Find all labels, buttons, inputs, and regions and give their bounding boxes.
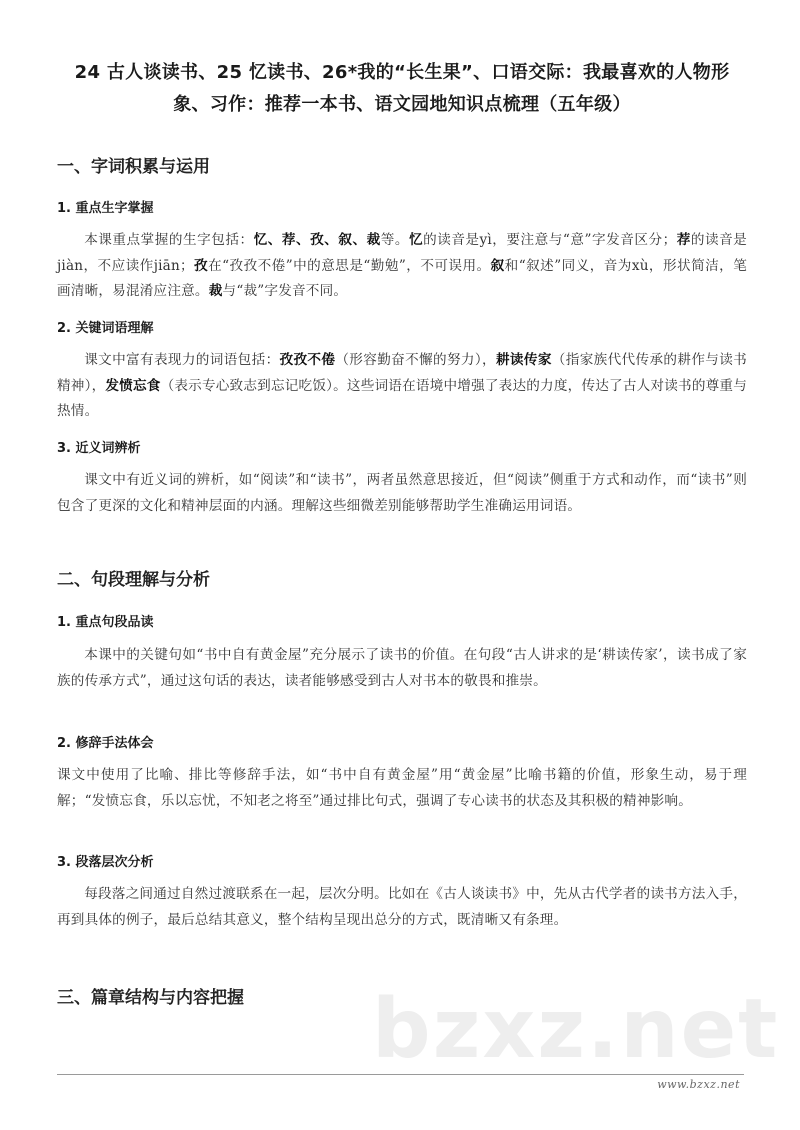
text-run: 和“叙述”同义，音为xù，形状简洁，笔画清晰，易混淆应注意。 xyxy=(57,257,748,299)
paragraph-1-1 xyxy=(57,228,747,305)
document-title: 24 古人谈读书、25 忆读书、26*我的“长生果”、口语交际：我最喜欢的人物形象、习作：推荐一本书、语文园地知识点梳理（五年级） xyxy=(74,62,730,115)
paragraph-2-2 xyxy=(57,763,747,814)
bold-term: 裁 xyxy=(208,283,223,299)
text-run: （指家族代代传承的耕作与读书精神）， xyxy=(57,352,747,394)
text-run: 的读音是yì，要注意与“意”字发音区分； xyxy=(423,232,677,248)
section-heading-2: 二、句段理解与分析 xyxy=(57,570,210,590)
text-run: 本课中的关键句如“书中自有黄金屋”充分展示了读书的价值。在句段“古人讲求的是‘耕读传家’，读书成了家族的传承方式”，通过这句话的表达，读者能够感受到古人对书本的敬畏和推崇。 xyxy=(57,647,747,689)
subsection-heading-1-2: 2. 关键词语理解 xyxy=(57,321,154,336)
section-heading-1: 一、字词积累与运用 xyxy=(57,157,210,177)
subsection-heading-2-2: 2. 修辞手法体会 xyxy=(57,736,154,751)
text-run: 本课重点掌握的生字包括： xyxy=(84,232,254,248)
text-run: 每段落之间通过自然过渡联系在一起，层次分明。比如在《古人谈读书》中，先从古代学者的读书方法入手，再到具体的例子，最后总结其意义，整个结构呈现出总分的方式，既清晰又有条理。 xyxy=(57,886,747,928)
paragraph-1-3 xyxy=(57,468,747,519)
bold-term: 孜 xyxy=(193,257,209,274)
bold-term: 耕读传家 xyxy=(495,352,552,368)
bold-term: 荐 xyxy=(676,232,691,248)
bold-term: 忆 xyxy=(408,232,424,248)
paragraph-1-2 xyxy=(57,348,747,425)
bold-term: 叙 xyxy=(490,257,505,274)
text-run: （形容勤奋不懈的努力）， xyxy=(335,352,496,368)
footer-divider xyxy=(57,1074,744,1075)
paragraph-2-3 xyxy=(57,882,747,933)
subsection-heading-1-1: 1. 重点生字掌握 xyxy=(57,201,154,216)
footer-site-link[interactable]: www.bzxz.net xyxy=(657,1078,740,1091)
bold-term: 发愤忘食 xyxy=(105,377,161,394)
subsection-heading-2-1: 1. 重点句段品读 xyxy=(57,615,154,630)
text-run: 课文中有近义词的辨析，如“阅读”和“读书”，两者虽然意思接近，但“阅读”侧重于方式和动作，而“读书”则包含了更深的文化和精神层面的内涵。理解这些细微差别能够帮助学生准确运用词语。 xyxy=(57,472,747,514)
text-run: 在“孜孜不倦”中的意思是“勤勉”，不可误用。 xyxy=(208,257,491,274)
paragraph-2-1 xyxy=(57,643,747,694)
text-run: 与“裁”字发音不同。 xyxy=(222,283,348,299)
watermark: bzxz.net xyxy=(372,982,780,1077)
subsection-heading-1-3: 3. 近义词辨析 xyxy=(57,441,141,456)
subsection-heading-2-3: 3. 段落层次分析 xyxy=(57,855,154,870)
text-run: 的读音是jiàn，不应读作jiān； xyxy=(57,232,747,274)
text-run: 等。 xyxy=(380,232,409,248)
text-run: （表示专心致志到忘记吃饭）。这些词语在语境中增强了表达的力度，传达了古人对读书的尊重与热情。 xyxy=(57,377,747,419)
bold-term: 忆、荐、孜、叙、裁 xyxy=(253,232,381,248)
section-heading-3: 三、篇章结构与内容把握 xyxy=(57,988,244,1008)
text-run: 课文中使用了比喻、排比等修辞手法，如“书中自有黄金屋”用“黄金屋”比喻书籍的价值，形象生动，易于理解；“发愤忘食，乐以忘忧，不知老之将至”通过排比句式，强调了专心读书的状态及其积极的精神影响。 xyxy=(57,767,747,809)
bold-term: 孜孜不倦 xyxy=(279,352,336,368)
text-run: 课文中富有表现力的词语包括： xyxy=(84,352,280,368)
